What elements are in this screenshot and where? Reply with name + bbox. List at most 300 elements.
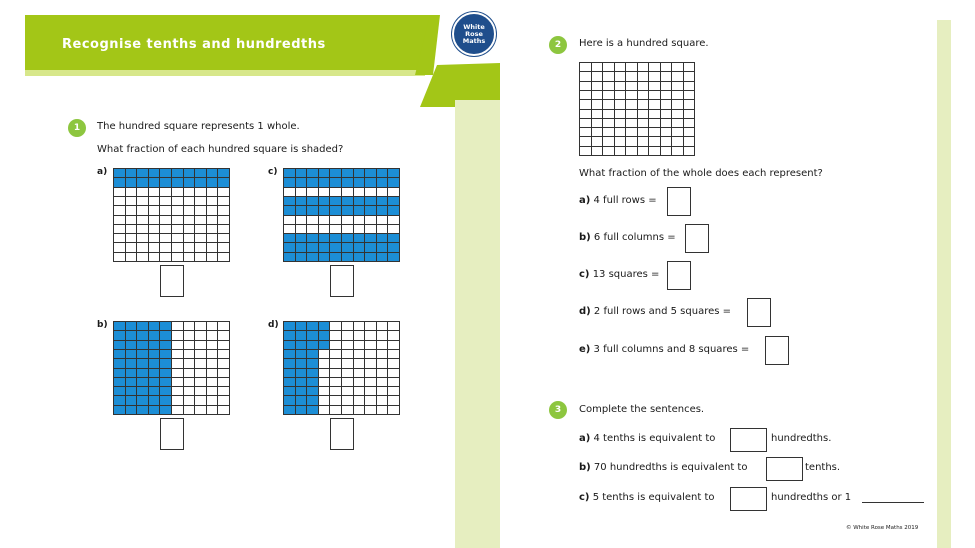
grid-cell	[330, 369, 341, 377]
answer-box-d[interactable]	[330, 418, 354, 450]
grid-cell	[172, 197, 183, 205]
grid-cell	[184, 378, 195, 386]
question-3-badge: 3	[549, 401, 567, 419]
grid-cell	[638, 119, 649, 127]
grid-cell	[207, 225, 218, 233]
q2-item-d: d) 2 full rows and 5 squares =	[579, 306, 732, 317]
shaded-cell	[365, 243, 376, 251]
grid-cell	[307, 188, 318, 196]
shaded-cell	[354, 243, 365, 251]
shaded-cell	[149, 178, 160, 186]
shaded-cell	[377, 234, 388, 242]
shaded-cell	[137, 396, 148, 404]
grid-cell	[195, 243, 206, 251]
grid-cell	[172, 396, 183, 404]
shaded-cell	[114, 396, 125, 404]
grid-cell	[319, 225, 330, 233]
grid-cell	[626, 82, 637, 90]
hundred-square-blank	[579, 62, 695, 156]
shaded-cell	[172, 169, 183, 177]
grid-cell	[354, 406, 365, 414]
q3-answer-line-c[interactable]	[862, 494, 924, 503]
grid-cell	[319, 350, 330, 358]
grid-cell	[218, 369, 229, 377]
grid-cell	[207, 253, 218, 261]
grid-cell	[342, 341, 353, 349]
grid-cell	[137, 234, 148, 242]
grid-cell	[172, 387, 183, 395]
hundred-square-c	[283, 168, 400, 262]
shaded-cell	[330, 206, 341, 214]
grid-cell	[638, 72, 649, 80]
grid-cell	[365, 359, 376, 367]
grid-cell	[626, 147, 637, 155]
grid-cell	[592, 128, 603, 136]
q2-answer-box-b[interactable]	[685, 224, 709, 253]
shaded-cell	[149, 322, 160, 330]
grid-cell	[615, 63, 626, 71]
shaded-cell	[354, 234, 365, 242]
grid-cell	[592, 100, 603, 108]
grid-b-label: b)	[97, 320, 108, 330]
title-banner-edge	[25, 70, 425, 76]
grid-cell	[218, 341, 229, 349]
grid-cell	[603, 100, 614, 108]
grid-cell	[580, 100, 591, 108]
q2-intro: Here is a hundred square.	[579, 38, 709, 49]
grid-cell	[137, 253, 148, 261]
grid-cell	[126, 206, 137, 214]
grid-cell	[114, 253, 125, 261]
grid-cell	[672, 72, 683, 80]
shaded-cell	[137, 378, 148, 386]
grid-cell	[330, 359, 341, 367]
shaded-cell	[377, 197, 388, 205]
shaded-cell	[377, 253, 388, 261]
grid-cell	[195, 396, 206, 404]
shaded-cell	[195, 169, 206, 177]
grid-cell	[684, 91, 695, 99]
shaded-cell	[184, 178, 195, 186]
grid-cell	[661, 137, 672, 145]
grid-cell	[354, 216, 365, 224]
grid-cell	[365, 188, 376, 196]
grid-cell	[126, 225, 137, 233]
grid-cell	[638, 128, 649, 136]
shaded-cell	[365, 206, 376, 214]
shaded-cell	[114, 378, 125, 386]
q3-intro: Complete the sentences.	[579, 404, 705, 415]
shaded-cell	[137, 178, 148, 186]
shaded-cell	[137, 369, 148, 377]
shaded-cell	[296, 322, 307, 330]
grid-cell	[137, 206, 148, 214]
grid-cell	[626, 128, 637, 136]
grid-cell	[218, 387, 229, 395]
grid-cell	[207, 234, 218, 242]
grid-cell	[184, 341, 195, 349]
grid-cell	[365, 396, 376, 404]
shaded-cell	[307, 253, 318, 261]
shaded-cell	[149, 169, 160, 177]
answer-box-b[interactable]	[160, 418, 184, 450]
grid-cell	[218, 322, 229, 330]
grid-cell	[672, 110, 683, 118]
shaded-cell	[365, 234, 376, 242]
grid-cell	[137, 216, 148, 224]
grid-cell	[184, 350, 195, 358]
q2-item-a: a) 4 full rows =	[579, 195, 657, 206]
q2-answer-box-c[interactable]	[667, 261, 691, 290]
shaded-cell	[284, 253, 295, 261]
shaded-cell	[284, 378, 295, 386]
grid-cell	[149, 253, 160, 261]
shaded-cell	[388, 253, 399, 261]
grid-cell	[218, 225, 229, 233]
grid-cell	[592, 63, 603, 71]
grid-cell	[354, 225, 365, 233]
grid-cell	[149, 216, 160, 224]
grid-cell	[592, 119, 603, 127]
grid-cell	[218, 359, 229, 367]
grid-cell	[207, 369, 218, 377]
grid-cell	[672, 147, 683, 155]
grid-cell	[377, 216, 388, 224]
grid-cell	[149, 225, 160, 233]
hundred-square-b	[113, 321, 230, 415]
shaded-cell	[284, 197, 295, 205]
grid-cell	[661, 63, 672, 71]
shaded-cell	[284, 243, 295, 251]
shaded-cell	[126, 396, 137, 404]
shaded-cell	[296, 169, 307, 177]
grid-cell	[580, 91, 591, 99]
grid-cell	[603, 119, 614, 127]
shaded-cell	[319, 197, 330, 205]
shaded-cell	[284, 341, 295, 349]
grid-cell	[149, 243, 160, 251]
shaded-cell	[388, 206, 399, 214]
shaded-cell	[284, 396, 295, 404]
shaded-cell	[319, 234, 330, 242]
grid-cell	[319, 378, 330, 386]
grid-cell	[184, 359, 195, 367]
hundred-square-d	[283, 321, 400, 415]
shaded-cell	[342, 234, 353, 242]
grid-cell	[661, 119, 672, 127]
shaded-cell	[319, 169, 330, 177]
shaded-cell	[160, 396, 171, 404]
grid-cell	[365, 369, 376, 377]
shaded-cell	[137, 359, 148, 367]
shaded-cell	[307, 350, 318, 358]
grid-cell	[172, 331, 183, 339]
grid-cell	[377, 331, 388, 339]
grid-cell	[580, 128, 591, 136]
grid-c-label: c)	[268, 167, 278, 177]
grid-cell	[342, 188, 353, 196]
shaded-cell	[342, 253, 353, 261]
shaded-cell	[388, 234, 399, 242]
grid-cell	[580, 110, 591, 118]
copyright: © White Rose Maths 2019	[846, 525, 919, 531]
shaded-cell	[330, 234, 341, 242]
grid-cell	[218, 234, 229, 242]
grid-cell	[207, 322, 218, 330]
grid-cell	[218, 406, 229, 414]
shaded-cell	[296, 341, 307, 349]
shaded-cell	[137, 387, 148, 395]
grid-cell	[626, 100, 637, 108]
grid-cell	[365, 387, 376, 395]
q1-line-2: What fraction of each hundred square is shaded?	[97, 144, 344, 155]
shaded-cell	[296, 197, 307, 205]
grid-cell	[149, 206, 160, 214]
grid-cell	[172, 253, 183, 261]
grid-cell	[195, 216, 206, 224]
q2-answer-box-e[interactable]	[765, 336, 789, 365]
shaded-cell	[284, 322, 295, 330]
grid-cell	[684, 100, 695, 108]
q3-answer-box-b[interactable]	[766, 457, 803, 481]
shaded-cell	[365, 169, 376, 177]
grid-cell	[195, 197, 206, 205]
q2-item-c: c) 13 squares =	[579, 269, 660, 280]
shaded-cell	[284, 406, 295, 414]
grid-cell	[172, 378, 183, 386]
grid-a-label: a)	[97, 167, 108, 177]
hundred-square-a	[113, 168, 230, 262]
grid-cell	[149, 234, 160, 242]
grid-cell	[342, 216, 353, 224]
grid-cell	[603, 147, 614, 155]
grid-cell	[649, 82, 660, 90]
grid-cell	[319, 387, 330, 395]
shaded-cell	[307, 197, 318, 205]
shaded-cell	[126, 178, 137, 186]
grid-cell	[172, 406, 183, 414]
grid-cell	[184, 322, 195, 330]
grid-cell	[377, 322, 388, 330]
grid-cell	[184, 188, 195, 196]
grid-cell	[172, 225, 183, 233]
grid-cell	[207, 396, 218, 404]
shaded-cell	[126, 369, 137, 377]
q3-answer-box-c[interactable]	[730, 487, 767, 511]
page-spine	[455, 100, 500, 548]
grid-cell	[580, 63, 591, 71]
grid-cell	[684, 137, 695, 145]
shaded-cell	[330, 197, 341, 205]
shaded-cell	[114, 169, 125, 177]
grid-cell	[661, 110, 672, 118]
shaded-cell	[137, 341, 148, 349]
grid-cell	[649, 91, 660, 99]
shaded-cell	[149, 406, 160, 414]
shaded-cell	[126, 331, 137, 339]
grid-cell	[195, 206, 206, 214]
grid-cell	[207, 350, 218, 358]
grid-cell	[626, 137, 637, 145]
grid-cell	[330, 378, 341, 386]
grid-cell	[388, 216, 399, 224]
shaded-cell	[114, 322, 125, 330]
q2-answer-box-d[interactable]	[747, 298, 771, 327]
shaded-cell	[296, 331, 307, 339]
shaded-cell	[307, 243, 318, 251]
grid-cell	[296, 188, 307, 196]
shaded-cell	[172, 178, 183, 186]
shaded-cell	[296, 387, 307, 395]
grid-cell	[172, 234, 183, 242]
grid-cell	[684, 82, 695, 90]
grid-cell	[330, 396, 341, 404]
shaded-cell	[319, 331, 330, 339]
q2-answer-box-a[interactable]	[667, 187, 691, 216]
answer-box-a[interactable]	[160, 265, 184, 297]
grid-cell	[592, 82, 603, 90]
grid-cell	[661, 128, 672, 136]
shaded-cell	[319, 322, 330, 330]
grid-cell	[160, 253, 171, 261]
grid-cell	[126, 197, 137, 205]
grid-cell	[330, 225, 341, 233]
shaded-cell	[126, 341, 137, 349]
grid-cell	[160, 225, 171, 233]
grid-cell	[284, 216, 295, 224]
shaded-cell	[126, 406, 137, 414]
shaded-cell	[319, 341, 330, 349]
q3-item-c-after: hundredths or 1	[771, 492, 852, 503]
grid-cell	[638, 82, 649, 90]
shaded-cell	[160, 350, 171, 358]
grid-cell	[342, 331, 353, 339]
grid-cell	[649, 72, 660, 80]
shaded-cell	[342, 169, 353, 177]
shaded-cell	[114, 387, 125, 395]
grid-cell	[388, 331, 399, 339]
grid-cell	[672, 91, 683, 99]
grid-cell	[126, 253, 137, 261]
q2-item-e: e) 3 full columns and 8 squares =	[579, 344, 750, 355]
shaded-cell	[149, 378, 160, 386]
shaded-cell	[319, 178, 330, 186]
grid-cell	[114, 188, 125, 196]
grid-cell	[388, 225, 399, 233]
shaded-cell	[160, 169, 171, 177]
grid-cell	[354, 369, 365, 377]
shaded-cell	[330, 253, 341, 261]
grid-cell	[195, 253, 206, 261]
grid-cell	[149, 197, 160, 205]
grid-cell	[377, 350, 388, 358]
grid-cell	[377, 359, 388, 367]
grid-cell	[195, 341, 206, 349]
grid-cell	[172, 350, 183, 358]
grid-cell	[615, 82, 626, 90]
grid-cell	[330, 387, 341, 395]
grid-cell	[388, 369, 399, 377]
grid-cell	[137, 188, 148, 196]
grid-cell	[649, 137, 660, 145]
shaded-cell	[114, 178, 125, 186]
shaded-cell	[307, 406, 318, 414]
grid-cell	[638, 137, 649, 145]
shaded-cell	[296, 234, 307, 242]
grid-cell	[184, 396, 195, 404]
shaded-cell	[284, 350, 295, 358]
grid-cell	[365, 341, 376, 349]
shaded-cell	[307, 341, 318, 349]
grid-cell	[184, 369, 195, 377]
grid-cell	[330, 331, 341, 339]
grid-cell	[626, 91, 637, 99]
shaded-cell	[388, 169, 399, 177]
shaded-cell	[114, 341, 125, 349]
grid-cell	[580, 72, 591, 80]
shaded-cell	[149, 396, 160, 404]
shaded-cell	[149, 341, 160, 349]
grid-cell	[365, 331, 376, 339]
grid-cell	[603, 128, 614, 136]
q3-answer-box-a[interactable]	[730, 428, 767, 452]
answer-box-c[interactable]	[330, 265, 354, 297]
shaded-cell	[160, 387, 171, 395]
question-1-badge: 1	[68, 119, 86, 137]
shaded-cell	[354, 169, 365, 177]
grid-cell	[580, 147, 591, 155]
grid-cell	[172, 322, 183, 330]
grid-cell	[342, 396, 353, 404]
grid-cell	[218, 253, 229, 261]
shaded-cell	[149, 359, 160, 367]
grid-cell	[218, 188, 229, 196]
shaded-cell	[149, 350, 160, 358]
grid-cell	[388, 341, 399, 349]
shaded-cell	[296, 243, 307, 251]
shaded-cell	[319, 253, 330, 261]
grid-cell	[284, 188, 295, 196]
grid-cell	[184, 197, 195, 205]
grid-cell	[672, 82, 683, 90]
shaded-cell	[114, 359, 125, 367]
grid-cell	[218, 378, 229, 386]
grid-cell	[638, 100, 649, 108]
grid-cell	[172, 359, 183, 367]
grid-cell	[661, 72, 672, 80]
grid-cell	[388, 322, 399, 330]
shaded-cell	[296, 206, 307, 214]
shaded-cell	[377, 169, 388, 177]
shaded-cell	[365, 197, 376, 205]
shaded-cell	[319, 206, 330, 214]
grid-cell	[195, 369, 206, 377]
grid-cell	[207, 331, 218, 339]
shaded-cell	[149, 331, 160, 339]
grid-cell	[330, 322, 341, 330]
shaded-cell	[354, 253, 365, 261]
grid-cell	[172, 243, 183, 251]
grid-cell	[218, 206, 229, 214]
grid-cell	[114, 225, 125, 233]
shaded-cell	[296, 369, 307, 377]
grid-cell	[319, 216, 330, 224]
grid-cell	[649, 147, 660, 155]
grid-cell	[319, 359, 330, 367]
grid-cell	[615, 147, 626, 155]
grid-cell	[342, 406, 353, 414]
grid-cell	[160, 197, 171, 205]
